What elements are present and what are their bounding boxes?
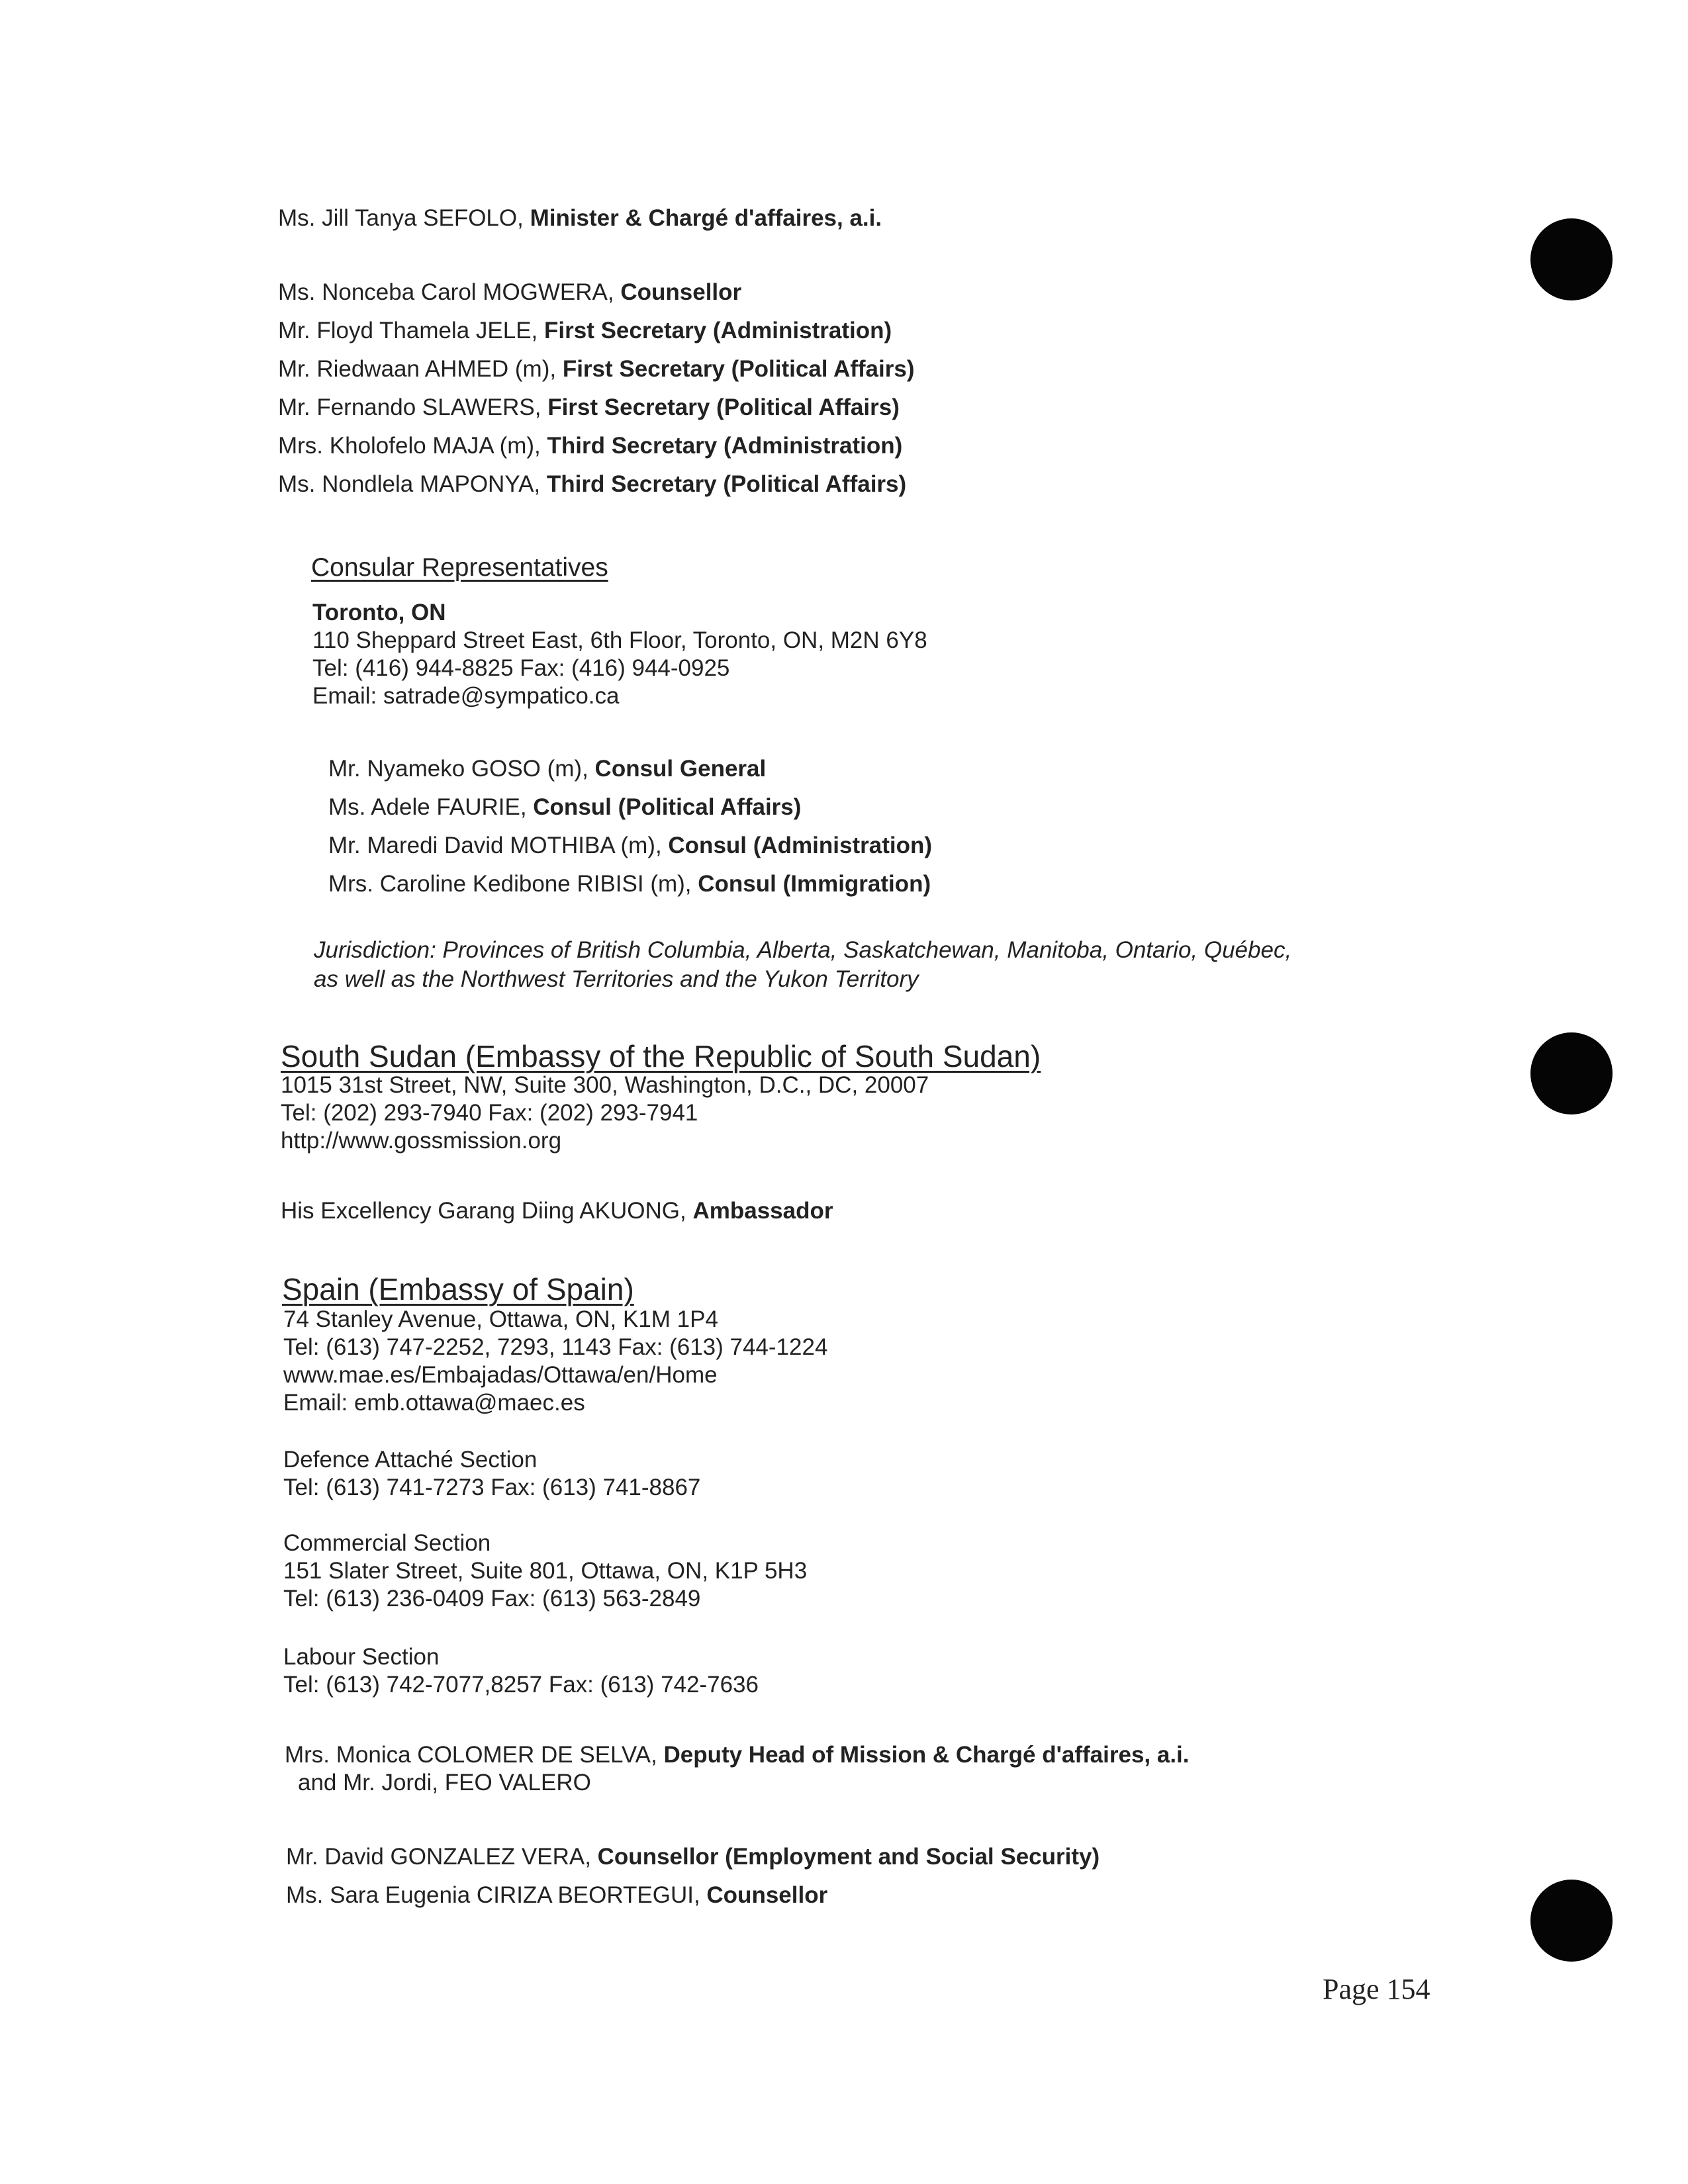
defence-section-tel: Tel: (613) 741-7273 Fax: (613) 741-8867: [283, 1475, 701, 1500]
staff-entry: [278, 316, 892, 345]
staff-title: Consul (Administration): [668, 833, 932, 858]
commercial-section-label: Commercial Section: [283, 1530, 491, 1556]
staff-name: Mrs. Kholofelo MAJA (m),: [278, 433, 547, 459]
consular-tel: Tel: (416) 944-8825 Fax: (416) 944-0925: [312, 655, 730, 681]
consular-staff-entry: [328, 831, 932, 860]
staff-name: Mr. Maredi David MOTHIBA (m),: [328, 833, 669, 858]
consular-staff-entry: [328, 870, 931, 899]
punch-hole-bottom: [1530, 1880, 1613, 1962]
staff-name: Ms. Nonceba Carol MOGWERA,: [278, 279, 621, 305]
south-sudan-website: http://www.gossmission.org: [281, 1128, 562, 1154]
staff-entry: [278, 204, 882, 233]
consular-staff-entry: [328, 793, 801, 822]
labour-section-label: Labour Section: [283, 1644, 440, 1670]
staff-title: Minister & Chargé d'affaires, a.i.: [530, 205, 882, 231]
staff-name: Mr. Riedwaan AHMED (m),: [278, 356, 563, 382]
staff-name: Ms. Nondlela MAPONYA,: [278, 471, 547, 497]
consular-city: Toronto, ON: [312, 600, 446, 625]
spain-staff-entry: [286, 1843, 1100, 1872]
staff-title: Deputy Head of Mission & Chargé d'affaires, a.i.: [663, 1742, 1190, 1768]
staff-name: Ms. Adele FAURIE,: [328, 794, 534, 820]
staff-name: Mrs. Monica COLOMER DE SELVA,: [285, 1742, 664, 1768]
spain-address: 74 Stanley Avenue, Ottawa, ON, K1M 1P4: [283, 1306, 718, 1332]
staff-title: Third Secretary (Administration): [547, 433, 903, 459]
south-sudan-address: 1015 31st Street, NW, Suite 300, Washington, D.C., DC, 20007: [281, 1072, 929, 1098]
staff-title: Third Secretary (Political Affairs): [546, 471, 907, 497]
staff-title: First Secretary (Administration): [544, 318, 892, 343]
staff-title: Consul (Political Affairs): [533, 794, 802, 820]
south-sudan-tel: Tel: (202) 293-7940 Fax: (202) 293-7941: [281, 1100, 698, 1126]
spain-email: Email: emb.ottawa@maec.es: [283, 1390, 585, 1416]
page-number: Page 154: [1323, 1973, 1430, 2005]
staff-title: First Secretary (Political Affairs): [547, 394, 900, 420]
country-heading-spain: Spain (Embassy of Spain): [282, 1272, 634, 1306]
staff-title: Counsellor (Employment and Social Security): [597, 1844, 1100, 1870]
staff-entry: [278, 355, 914, 384]
labour-section-tel: Tel: (613) 742-7077,8257 Fax: (613) 742-7636: [283, 1672, 759, 1698]
punch-hole-top: [1530, 218, 1613, 300]
jurisdiction-note: as well as the Northwest Territories and the Yukon Territory: [314, 966, 919, 992]
defence-section-label: Defence Attaché Section: [283, 1447, 538, 1473]
commercial-section-tel: Tel: (613) 236-0409 Fax: (613) 563-2849: [283, 1586, 701, 1612]
punch-hole-middle: [1530, 1032, 1613, 1115]
staff-entry: [278, 432, 902, 461]
spain-dhom-entry: [285, 1741, 1190, 1770]
staff-title: Ambassador: [692, 1198, 833, 1224]
staff-name: Ms. Jill Tanya SEFOLO,: [278, 205, 530, 231]
jurisdiction-note: Jurisdiction: Provinces of British Columbia, Alberta, Saskatchewan, Manitoba, Ontario, Québec,: [314, 937, 1292, 963]
south-sudan-staff-entry: [281, 1197, 833, 1226]
commercial-section-address: 151 Slater Street, Suite 801, Ottawa, ON, K1P 5H3: [283, 1558, 808, 1584]
staff-name: Mr. Floyd Thamela JELE,: [278, 318, 545, 343]
country-heading-south-sudan: South Sudan (Embassy of the Republic of South Sudan): [281, 1039, 1041, 1073]
staff-entry: [278, 278, 741, 307]
staff-entry: [278, 470, 906, 499]
staff-name: Mr. Nyameko GOSO (m),: [328, 756, 595, 782]
spain-website: www.mae.es/Embajadas/Ottawa/en/Home: [283, 1362, 718, 1388]
spain-dhom-spouse: and Mr. Jordi, FEO VALERO: [298, 1770, 591, 1796]
staff-title: Consul (Immigration): [698, 871, 931, 897]
staff-title: First Secretary (Political Affairs): [562, 356, 915, 382]
consular-staff-entry: [328, 754, 766, 784]
staff-name: Ms. Sara Eugenia CIRIZA BEORTEGUI,: [286, 1882, 707, 1908]
staff-name: Mr. David GONZALEZ VERA,: [286, 1844, 598, 1870]
consular-heading: Consular Representatives: [311, 553, 608, 582]
spain-tel: Tel: (613) 747-2252, 7293, 1143 Fax: (613) 744-1224: [283, 1334, 828, 1360]
consular-address: 110 Sheppard Street East, 6th Floor, Toronto, ON, M2N 6Y8: [312, 627, 927, 653]
consular-email: Email: satrade@sympatico.ca: [312, 683, 620, 709]
staff-name: Mrs. Caroline Kedibone RIBISI (m),: [328, 871, 698, 897]
staff-title: Counsellor: [706, 1882, 828, 1908]
staff-title: Counsellor: [620, 279, 742, 305]
staff-name: Mr. Fernando SLAWERS,: [278, 394, 548, 420]
staff-title: Consul General: [594, 756, 767, 782]
spain-staff-entry: [286, 1881, 827, 1910]
staff-entry: [278, 393, 900, 422]
staff-name: His Excellency Garang Diing AKUONG,: [281, 1198, 693, 1224]
